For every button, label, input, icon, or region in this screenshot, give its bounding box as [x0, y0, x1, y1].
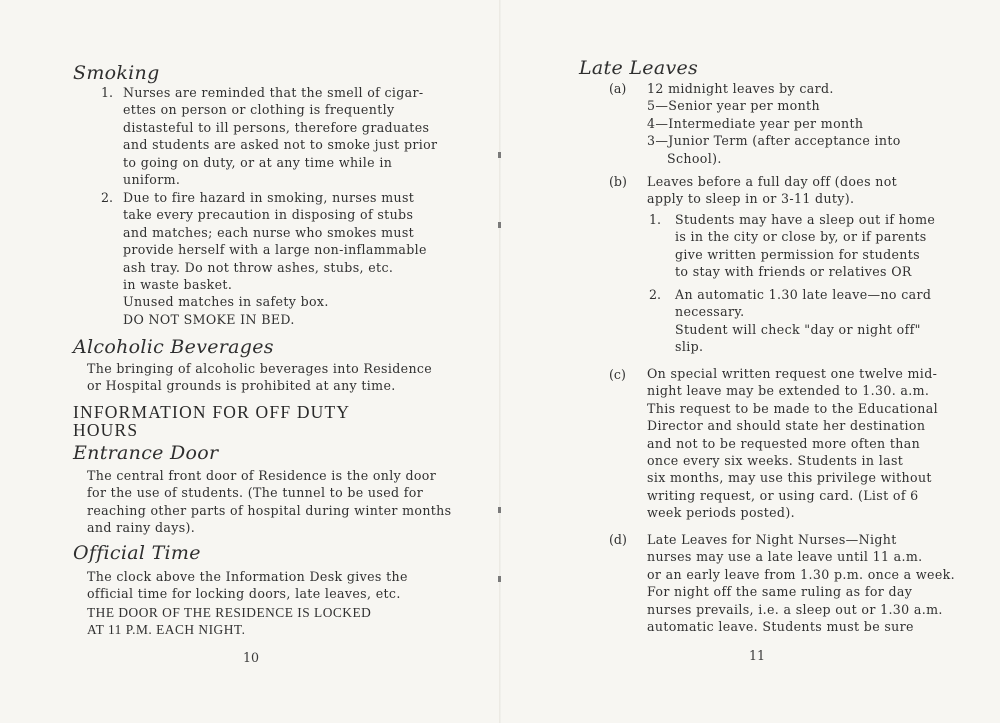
item-b-sub-2-number: 2. [649, 287, 662, 302]
right-page [500, 0, 1000, 723]
text-line: and not to be requested more often than [647, 435, 921, 451]
text-line: The bringing of alcoholic beverages into Residence [87, 361, 433, 376]
text-line: Director and should state her destination [647, 418, 926, 434]
alcoholic-beverages-heading: Alcoholic Beverages [73, 336, 274, 358]
smoking-heading: Smoking [73, 62, 160, 84]
late-leaves-heading: Late Leaves [579, 57, 699, 79]
official-time-text [87, 568, 427, 603]
text-line: apply to sleep in or 3-11 duty). [647, 191, 855, 207]
text-line: official time for locking doors, late leaves, etc. [87, 586, 401, 602]
door-locked-notice [87, 604, 427, 639]
text-line: take every precaution in disposing of stubs [123, 207, 414, 223]
text-line: Late Leaves for Night Nurses—Night [647, 532, 897, 547]
text-line: necessary. [675, 304, 745, 320]
text-line: distasteful to ill persons, therefore graduates [123, 119, 430, 135]
entrance-door-heading: Entrance Door [73, 442, 219, 464]
text-line: or Hospital grounds is prohibited at any time. [87, 378, 396, 394]
item-a-text [647, 80, 937, 167]
text-line: is in the city or close by, or if parents [675, 229, 927, 245]
smoking-item-1-text [123, 84, 438, 188]
page-number-left: 10 [243, 650, 260, 665]
text-line: to stay with friends or relatives OR [675, 264, 912, 280]
text-line: and students are asked not to smoke just prior [123, 137, 438, 153]
text-line: nurses prevails, i.e. a sleep out or 1.30 a.m. [647, 601, 943, 617]
text-line: uniform. [123, 172, 181, 188]
text-line: week periods posted). [647, 505, 795, 521]
text-line: DO NOT SMOKE IN BED. [123, 311, 295, 327]
item-b-sub-2-text [675, 286, 937, 356]
text-line: AT 11 P.M. EACH NIGHT. [87, 622, 246, 638]
text-line: writing request, or using card. (List of 6 [647, 487, 919, 503]
text-line: For night off the same ruling as for day [647, 584, 913, 600]
text-line: Due to fire hazard in smoking, nurses must [123, 190, 415, 205]
text-line: night leave may be extended to 1.30. a.m. [647, 383, 930, 399]
text-line: for the use of students. (The tunnel to be used for [87, 485, 424, 501]
text-line: ash tray. Do not throw ashes, stubs, etc. [123, 259, 394, 275]
text-line: The central front door of Residence is the only door [87, 468, 437, 483]
smoking-item-2-number: 2. [101, 190, 114, 205]
text-line: 12 midnight leaves by card. [647, 81, 834, 96]
text-line: six months, may use this privilege without [647, 470, 932, 486]
text-line: and rainy days). [87, 520, 196, 536]
text-line: Leaves before a full day off (does not [647, 174, 898, 189]
off-duty-hours-heading [73, 403, 350, 439]
text-line: 4—Intermediate year per month [647, 115, 864, 131]
text-line: and matches; each nurse who smokes must [123, 224, 415, 240]
official-time-heading: Official Time [73, 542, 201, 564]
entrance-door-text [87, 467, 452, 537]
item-d-label: (d) [609, 532, 627, 547]
text-line: 5—Senior year per month [647, 98, 820, 114]
alcoholic-beverages-text [87, 360, 433, 395]
item-c-label: (c) [609, 367, 626, 382]
item-b-label: (b) [609, 174, 627, 189]
text-line: Unused matches in safety box. [123, 294, 329, 310]
text-line: or an early leave from 1.30 p.m. once a week. [647, 566, 955, 582]
text-line: Students may have a sleep out if home [675, 212, 936, 227]
item-b-sub-1-text [675, 211, 937, 281]
text-line: ettes on person or clothing is frequently [123, 102, 395, 118]
item-d-text [647, 531, 955, 635]
text-line: give written permission for students [675, 246, 920, 262]
text-line: This request to be made to the Educational [647, 400, 938, 416]
text-line: provide herself with a large non-inflammable [123, 242, 427, 258]
item-b-text [647, 173, 937, 208]
smoking-item-1-number: 1. [101, 85, 114, 100]
heading-line: HOURS [73, 420, 139, 440]
text-line: 3—Junior Term (after acceptance into [647, 133, 901, 149]
text-line: Nurses are reminded that the smell of cigar- [123, 85, 424, 100]
page-number-right: 11 [749, 648, 766, 663]
text-line: automatic leave. Students must be sure [647, 619, 914, 635]
smoking-item-2-text [123, 189, 425, 328]
text-line: On special written request one twelve mid- [647, 366, 938, 381]
text-line: in waste basket. [123, 277, 233, 293]
text-line: The clock above the Information Desk gives the [87, 569, 408, 584]
text-line: reaching other parts of hospital during winter months [87, 502, 452, 518]
heading-line: INFORMATION FOR OFF DUTY [73, 402, 351, 422]
text-line: once every six weeks. Students in last [647, 453, 904, 469]
text-line: An automatic 1.30 late leave—no card [675, 287, 932, 302]
text-line: to going on duty, or at any time while in [123, 154, 393, 170]
text-line: THE DOOR OF THE RESIDENCE IS LOCKED [87, 605, 372, 620]
text-line: School). [667, 150, 722, 166]
text-line: Student will check "day or night off" [675, 321, 921, 337]
item-a-label: (a) [609, 81, 627, 96]
item-b-sub-1-number: 1. [649, 212, 662, 227]
text-line: nurses may use a late leave until 11 a.m. [647, 549, 923, 565]
text-line: slip. [675, 339, 704, 355]
item-c-text [647, 365, 937, 522]
